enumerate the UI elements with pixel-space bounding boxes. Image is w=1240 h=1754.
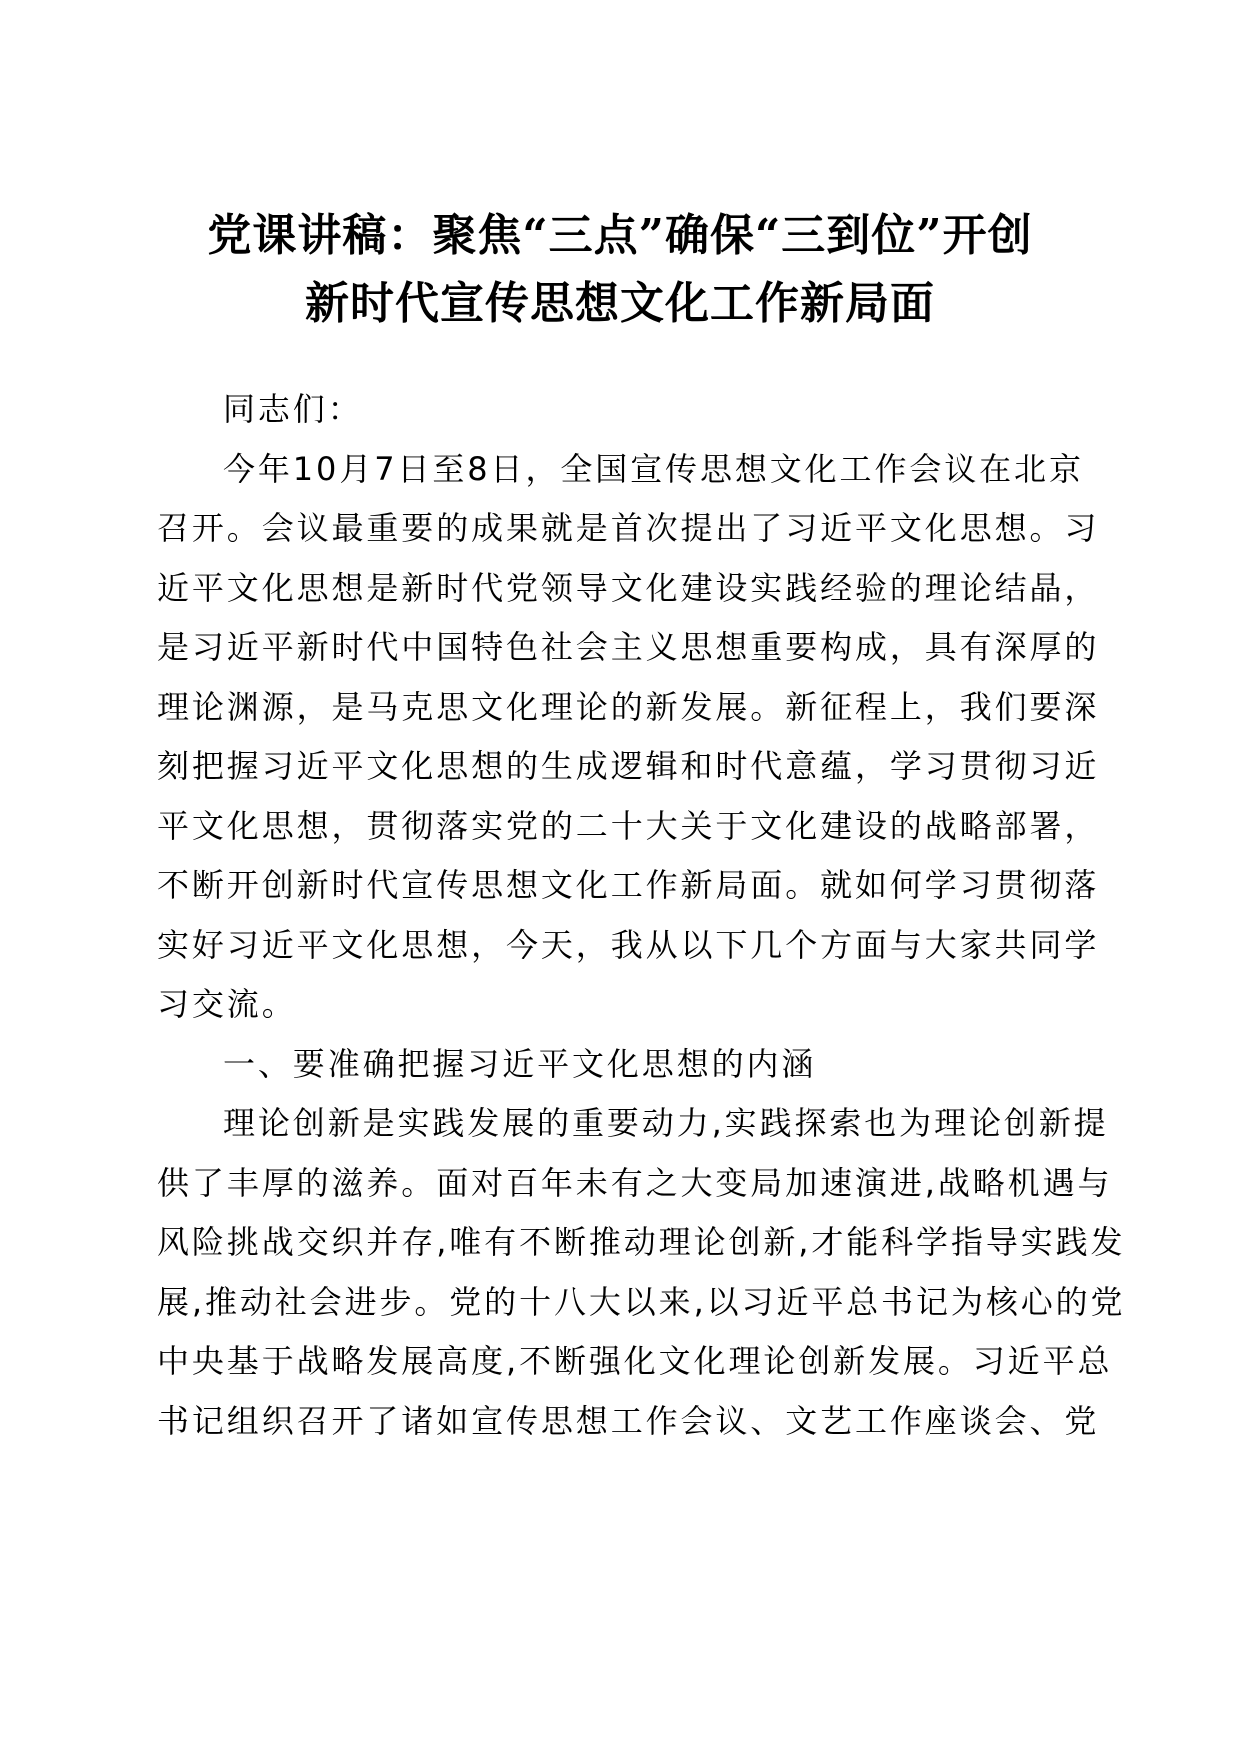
paragraph-line: 不断开创新时代宣传思想文化工作新局面。就如何学习贯彻落 bbox=[157, 866, 1100, 904]
paragraph-section-1 bbox=[157, 1094, 1126, 1451]
title-line-1: 党课讲稿：聚焦“三点”确保“三到位”开创 bbox=[207, 210, 1033, 261]
paragraph-line: 中央基于战略发展高度,不断强化文化理论创新发展。习近平总 bbox=[157, 1342, 1113, 1380]
paragraph-line: 理论创新是实践发展的重要动力,实践探索也为理论创新提 bbox=[223, 1104, 1109, 1142]
paragraph-line: 召开。会议最重要的成果就是首次提出了习近平文化思想。习 bbox=[157, 509, 1100, 547]
salutation-text: 同志们： bbox=[223, 390, 363, 428]
paragraph-line: 书记组织召开了诸如宣传思想工作会议、文艺工作座谈会、党 bbox=[157, 1401, 1100, 1440]
paragraph-line: 刻把握习近平文化思想的生成逻辑和时代意蕴，学习贯彻习近 bbox=[157, 747, 1100, 785]
paragraph-intro bbox=[157, 440, 1100, 1035]
salutation bbox=[157, 380, 1077, 440]
document-title bbox=[150, 202, 1090, 338]
paragraph-line: 风险挑战交织并存,唯有不断推动理论创新,才能科学指导实践发 bbox=[157, 1223, 1126, 1261]
paragraph-line: 今年10月7日至8日，全国宣传思想文化工作会议在北京 bbox=[223, 449, 1084, 488]
document-body bbox=[157, 380, 1126, 1451]
paragraph-line: 供了丰厚的滋养。面对百年未有之大变局加速演进,战略机遇与 bbox=[157, 1163, 1113, 1202]
paragraph-line: 近平文化思想是新时代党领导文化建设实践经验的理论结晶， bbox=[157, 568, 1100, 607]
paragraph-line: 习交流。 bbox=[157, 985, 297, 1023]
paragraph-line: 实好习近平文化思想，今天，我从以下几个方面与大家共同学 bbox=[157, 925, 1100, 964]
paragraph-line: 理论渊源，是马克思文化理论的新发展。新征程上，我们要深 bbox=[157, 687, 1100, 726]
paragraph-line: 是习近平新时代中国特色社会主义思想重要构成，具有深厚的 bbox=[157, 628, 1100, 666]
paragraph-line: 展,推动社会进步。党的十八大以来,以习近平总书记为核心的党 bbox=[157, 1282, 1126, 1321]
section-heading bbox=[157, 1035, 1077, 1095]
section-heading-text: 一、要准确把握习近平文化思想的内涵 bbox=[223, 1044, 817, 1083]
title-line-2: 新时代宣传思想文化工作新局面 bbox=[305, 278, 935, 329]
paragraph-line: 平文化思想，贯彻落实党的二十大关于文化建设的战略部署， bbox=[157, 806, 1100, 845]
